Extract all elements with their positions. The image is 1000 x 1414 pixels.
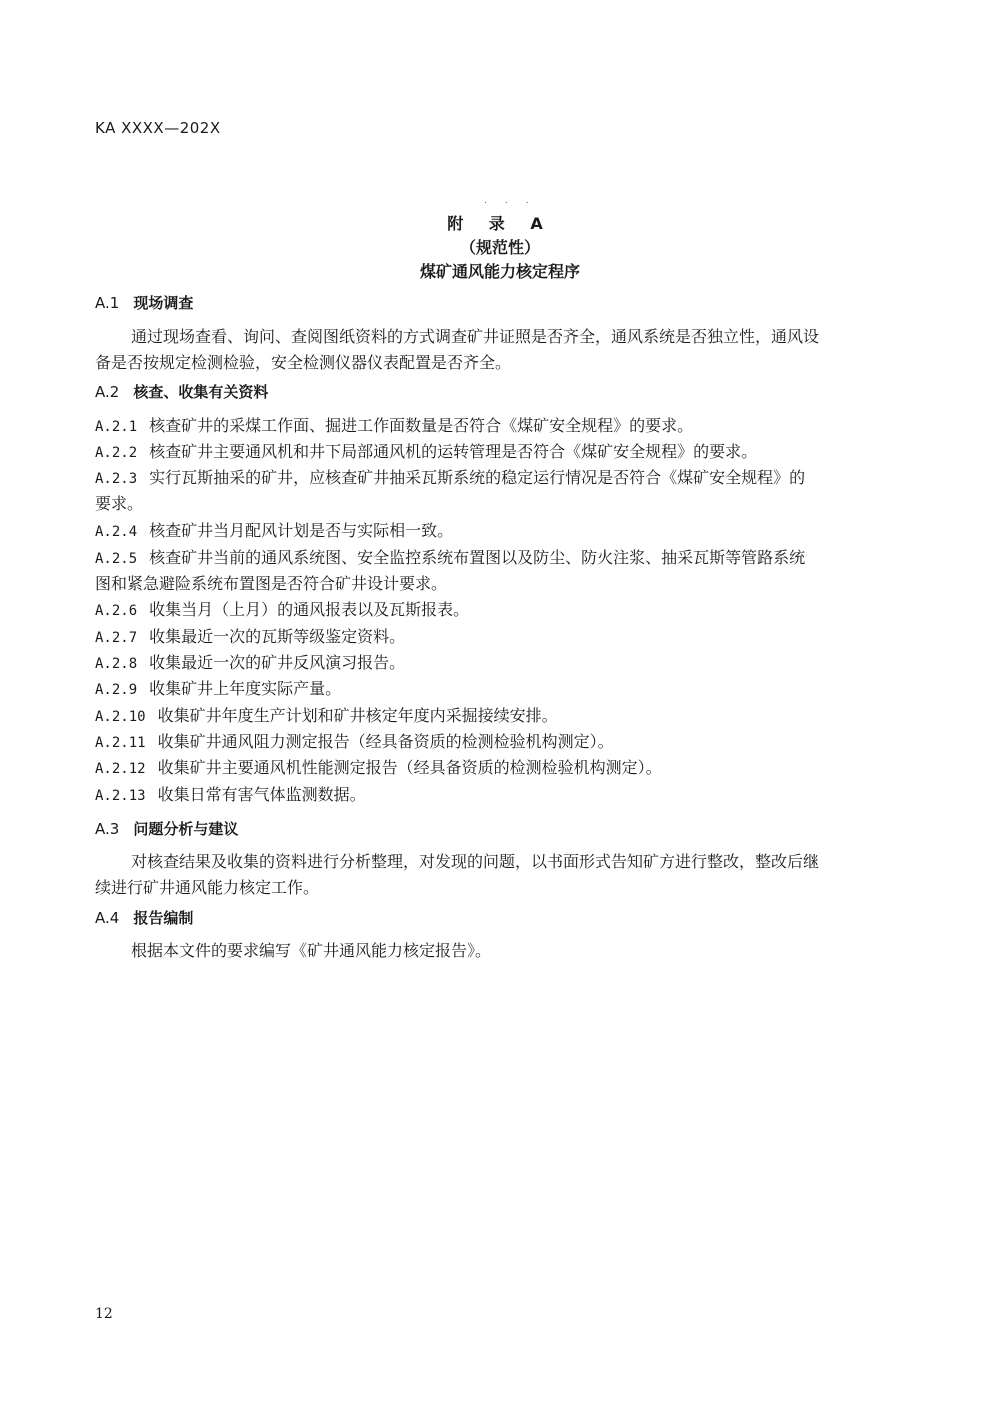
item-continuation: 要求。	[95, 494, 144, 513]
item-text: 收集矿井上年度实际产量。	[149, 679, 342, 698]
list-item	[95, 703, 558, 726]
list-item	[95, 782, 366, 805]
list-item	[95, 676, 341, 699]
list-item	[95, 729, 614, 752]
section-title: 问题分析与建议	[133, 820, 239, 838]
section-a1-heading	[95, 292, 193, 313]
list-item	[95, 465, 805, 488]
section-a3-heading	[95, 818, 238, 839]
list-item	[95, 755, 662, 778]
section-a4-heading	[95, 907, 193, 928]
item-number: A.2.3	[95, 471, 138, 487]
item-number: A.2.13	[95, 788, 146, 804]
item-number: A.2.8	[95, 656, 138, 672]
item-number: A.2.9	[95, 682, 138, 698]
decorative-dots: ...	[484, 196, 547, 206]
item-text: 核查矿井的采煤工作面、掘进工作面数量是否符合《煤矿安全规程》的要求。	[149, 416, 694, 435]
item-text: 收集最近一次的瓦斯等级鉴定资料。	[149, 627, 406, 646]
paragraph-line: 根据本文件的要求编写《矿井通风能力核定报告》。	[131, 941, 492, 960]
item-number: A.2.2	[95, 445, 138, 461]
item-text: 核查矿井当月配风计划是否与实际相一致。	[149, 521, 454, 540]
list-item	[95, 413, 693, 436]
item-number: A.2.4	[95, 524, 138, 540]
item-continuation: 图和紧急避险系统布置图是否符合矿井设计要求。	[95, 574, 448, 593]
item-text: 实行瓦斯抽采的矿井，应核查矿井抽采瓦斯系统的稳定运行情况是否符合《煤矿安全规程》的	[149, 468, 806, 487]
section-title: 核查、收集有关资料	[133, 383, 269, 401]
list-item	[95, 597, 469, 620]
paragraph-line: 续进行矿井通风能力核定工作。	[95, 878, 320, 897]
list-item	[95, 545, 805, 568]
section-title: 现场调查	[133, 294, 194, 312]
item-text: 收集矿井主要通风机性能测定报告（经具备资质的检测检验机构测定）。	[157, 758, 662, 777]
paragraph-line: 备是否按规定检测检验，安全检测仪器仪表配置是否齐全。	[95, 353, 512, 372]
list-item	[95, 624, 405, 647]
appendix-label: 附 录 A	[447, 214, 553, 233]
item-number: A.2.5	[95, 551, 138, 567]
appendix-title: 煤矿通风能力核定程序	[419, 262, 580, 281]
item-number: A.2.10	[95, 709, 146, 725]
list-item	[95, 439, 757, 462]
item-text: 收集当月（上月）的通风报表以及瓦斯报表。	[149, 600, 470, 619]
item-number: A.2.6	[95, 603, 138, 619]
item-number: A.2.7	[95, 630, 138, 646]
section-a2-heading	[95, 381, 268, 402]
list-item	[95, 518, 453, 541]
section-number: A.3	[95, 820, 120, 838]
section-number: A.4	[95, 909, 120, 927]
section-title: 报告编制	[133, 909, 194, 927]
item-text: 收集日常有害气体监测数据。	[157, 785, 366, 804]
item-text: 核查矿井当前的通风系统图、安全监控系统布置图以及防尘、防火注浆、抽采瓦斯等管路系统	[149, 548, 806, 567]
item-text: 收集矿井通风阻力测定报告（经具备资质的检测检验机构测定）。	[157, 732, 614, 751]
item-text: 核查矿井主要通风机和井下局部通风机的运转管理是否符合《煤矿安全规程》的要求。	[149, 442, 758, 461]
list-item	[95, 650, 405, 673]
item-text: 收集矿井年度生产计划和矿井核定年度内采掘接续安排。	[157, 706, 558, 725]
appendix-type: （规范性）	[459, 238, 540, 257]
item-number: A.2.1	[95, 419, 138, 435]
paragraph-line: 对核查结果及收集的资料进行分析整理，对发现的问题，以书面形式告知矿方进行整改，整改后继	[131, 852, 820, 871]
paragraph-line: 通过现场查看、询问、查阅图纸资料的方式调查矿井证照是否齐全，通风系统是否独立性，通风设	[131, 327, 820, 346]
item-number: A.2.11	[95, 735, 146, 751]
item-text: 收集最近一次的矿井反风演习报告。	[149, 653, 406, 672]
section-number: A.2	[95, 383, 120, 401]
page-number: 12	[95, 1306, 113, 1322]
item-number: A.2.12	[95, 761, 146, 777]
section-number: A.1	[95, 294, 120, 312]
document-code: KA XXXX—202X	[95, 119, 221, 137]
